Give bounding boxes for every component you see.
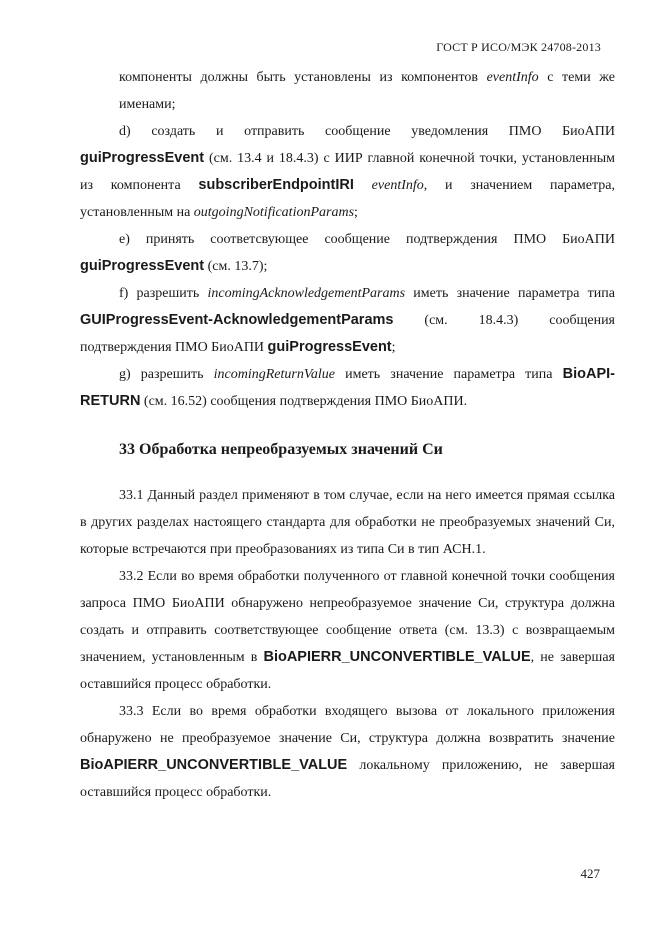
list-item-f: f) разрешить incomingAcknowledgementParams иметь значение параметра типа GUIProgressEvent-AcknowledgementParams (см. 18.4.3) сообщения подтверждения ПМО БиоАПИ guiProgressEvent;	[80, 286, 615, 355]
bold-term: guiProgressEvent	[80, 150, 205, 166]
list-item-c-continuation: компоненты должны быть установлены из компонентов eventInfo с теми же именами;	[119, 70, 615, 112]
bold-term: subscriberEndpointIRI	[198, 177, 354, 193]
list-item-d: d) создать и отправить сообщение уведомления ПМО БиоАПИ guiProgressEvent (см. 13.4 и 18.4.3) с ИИР главной конечной точки, установленным из компонента subscriberEndpointIRI eventInfo, и значением параметра, установленным на outgoingNotificationParams;	[80, 124, 616, 220]
paragraph-33-2: 33.2 Если во время обработки полученного от главной конечной точки сообщения запроса ПМО БиоАПИ обнаружено непреобразуемое значение Си, структура должна создать и отправить соответствующее сообщение ответа (см. 13.3) с возвращаемым значением, установленным в BioAPIERR_UNCONVERTIBLE_VALUE, не завершая оставшийся процесс обработки.	[80, 569, 615, 692]
running-header: ГОСТ Р ИСО/МЭК 24708-2013	[436, 40, 601, 54]
bold-term: guiProgressEvent	[267, 339, 392, 355]
bold-term: guiProgressEvent	[80, 258, 205, 274]
bold-term: BioAPI-RETURN	[80, 366, 615, 409]
list-item-g: g) разрешить incomingReturnValue иметь значение параметра типа BioAPI-RETURN (см. 16.52) сообщения подтверждения ПМО БиоАПИ.	[80, 366, 615, 409]
bold-term: GUIProgressEvent-AcknowledgementParams	[80, 312, 394, 328]
bold-term: BioAPIERR_UNCONVERTIBLE_VALUE	[263, 649, 531, 665]
bold-term: BioAPIERR_UNCONVERTIBLE_VALUE	[80, 757, 348, 773]
italic-term: incomingAcknowledgementParams	[207, 286, 406, 301]
page-number: 427	[580, 866, 600, 881]
italic-term: eventInfo	[371, 178, 424, 193]
italic-term: outgoingNotificationParams	[193, 205, 355, 220]
section-heading: 33 Обработка непреобразуемых значений Си	[119, 441, 443, 458]
italic-term: eventInfo	[486, 70, 539, 85]
page-body	[80, 64, 615, 806]
paragraph-33-1: 33.1 Данный раздел применяют в том случае, если на него имеется прямая ссылка в других разделах настоящего стандарта для обработки не преобразуемых значений Си, которые встречаются при преобразованиях из типа Си в тип АСН.1.	[80, 488, 615, 557]
italic-term: incomingReturnValue	[213, 367, 335, 382]
paragraph-33-3: 33.3 Если во время обработки входящего вызова от локального приложения обнаружено не преобразуемое значение Си, структура должна возвратить значение BioAPIERR_UNCONVERTIBLE_VALUE локальному приложению, не завершая оставшийся процесс обработки.	[80, 704, 615, 800]
list-item-e: e) принять соответсвующее сообщение подтверждения ПМО БиоАПИ guiProgressEvent (см. 13.7);	[80, 232, 615, 274]
